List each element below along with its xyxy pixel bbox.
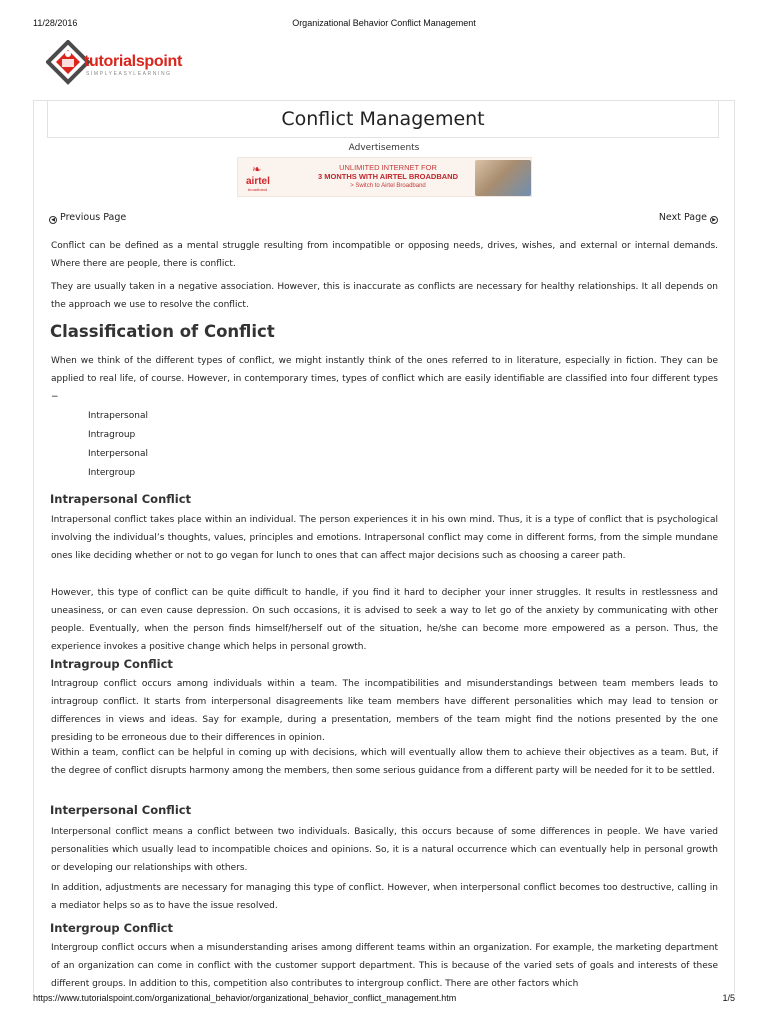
logo-tagline: SIMPLYEASYLEARNING — [86, 71, 172, 77]
paragraph-intrapersonal-1: Intrapersonal conflict takes place within an individual. The person experiences it in his own mind. Thus, it is a type of conflict that is psychological involving the individual’s thoughts, values, principles and emotions. Intrapersonal conflict may come in different forms, from the simple mundane ones like deciding whether or not to go vegan for lunch to ones that can affect major decisions such as choosing a career path. — [51, 515, 718, 561]
heading-intrapersonal: Intrapersonal Conflict — [50, 492, 192, 506]
print-footer — [0, 993, 768, 1007]
ad-photo — [475, 160, 531, 196]
ad-cta[interactable]: > Switch to Airtel Broadband — [350, 183, 426, 189]
list-item-intergroup: Intergroup — [88, 468, 136, 478]
paragraph-classification: When we think of the different types of conflict, we might instantly think of the ones referred to in literature, especially in fiction. They can be applied to real life, of course. However, in contemporary times, types of conflict which are easily identifiable are classified into four different types − — [51, 356, 718, 402]
heading-classification: Classification of Conflict — [50, 322, 275, 341]
previous-page-label: Previous Page — [60, 212, 127, 223]
heading-intergroup: Intergroup Conflict — [50, 921, 173, 935]
print-date: 11/28/2016 — [33, 18, 78, 28]
list-item-intrapersonal: Intrapersonal — [88, 411, 148, 421]
next-page-link[interactable] — [659, 212, 718, 223]
next-page-label: Next Page — [658, 212, 707, 223]
ad-brand: airtel — [246, 176, 270, 187]
airtel-swirl-icon: ❧ — [252, 163, 262, 176]
paragraph-intro-2: They are usually taken in a negative association. However, this is inaccurate as conflicts are necessary for healthy relationships. It all depends on the approach we use to resolve the conflict. — [51, 282, 718, 310]
ad-line-2: 3 MONTHS WITH AIRTEL BROADBAND — [318, 172, 458, 181]
heading-intragroup: Intragroup Conflict — [50, 657, 173, 671]
list-item-interpersonal: Interpersonal — [88, 449, 148, 459]
ad-line-1: UNLIMITED INTERNET FOR — [339, 163, 437, 172]
logo-text: tutorialspoint — [84, 53, 183, 70]
print-page-number: 1/5 — [722, 993, 735, 1003]
page-title: Conflict Management — [281, 108, 485, 130]
paragraph-intergroup-1: Intergroup conflict occurs when a misunderstanding arises among different teams within an organization. For example, the marketing department of an organization can come in conflict with the customer support department. This is because of the varied sets of goals and interests of these different groups. In addition to this, competition also contributes to intergroup conflict. There are other factors which — [51, 943, 718, 989]
paragraph-interpersonal-2: In addition, adjustments are necessary for managing this type of conflict. However, when interpersonal conflict becomes too destructive, calling in a mediator helps so as to have the issue resolved. — [51, 883, 718, 911]
print-url: https://www.tutorialspoint.com/organizational_behavior/organizational_behavior_conflict_management.htm — [33, 993, 457, 1003]
paragraph-intrapersonal-2: However, this type of conflict can be quite difficult to handle, if you find it hard to decipher your inner struggles. It results in restlessness and uneasiness, or can even cause depression. On such occasions, it is advised to seek a way to let go of the anxiety by communicating with other people. Eventually, when the person finds himself/herself out of the situation, he/she can become more empowered as a person. Thus, the experience invokes a positive change which helps in personal growth. — [51, 588, 718, 652]
circle-left-icon: ◀ — [49, 216, 57, 224]
paragraph-intragroup-1: Intragroup conflict occurs among individuals within a team. The incompatibilities and misunderstandings between team members leads to intragroup conflict. It starts from interpersonal disagreements like team members have different personalities which may lead to tension or differences in views and ideas. Say for example, during a presentation, members of the team might find the notions presented by the one presiding to be erroneous due to their differences in opinion. — [51, 679, 718, 743]
previous-page-link[interactable] — [49, 212, 126, 223]
print-header — [0, 18, 768, 32]
list-item-intragroup: Intragroup — [88, 430, 136, 440]
ads-label: Advertisements — [348, 143, 420, 153]
print-title: Organizational Behavior Conflict Management — [292, 18, 476, 28]
heading-interpersonal: Interpersonal Conflict — [50, 803, 192, 817]
paragraph-intragroup-2: Within a team, conflict can be helpful in coming up with decisions, which will eventually allow them to achieve their objectives as a team. But, if the degree of conflict disrupts harmony among the members, then some serious guidance from a different party will be needed for it to be settled. — [51, 748, 718, 776]
circle-right-icon: ▶ — [710, 216, 718, 224]
page-title-box — [47, 100, 719, 138]
paragraph-interpersonal-1: Interpersonal conflict means a conflict between two individuals. Basically, this occurs because of some differences in people. We have varied personalities which usually lead to incompatible choices and opinions. So, it is a natural occurrence which can eventually help in personal growth or developing our relationships with others. — [51, 827, 718, 873]
ad-banner[interactable] — [237, 157, 532, 197]
ad-brand-sub: broadband — [248, 187, 268, 192]
paragraph-intro-1: Conflict can be defined as a mental struggle resulting from incompatible or opposing needs, drives, wishes, and external or internal demands. Where there are people, there is conflict. — [51, 241, 718, 269]
